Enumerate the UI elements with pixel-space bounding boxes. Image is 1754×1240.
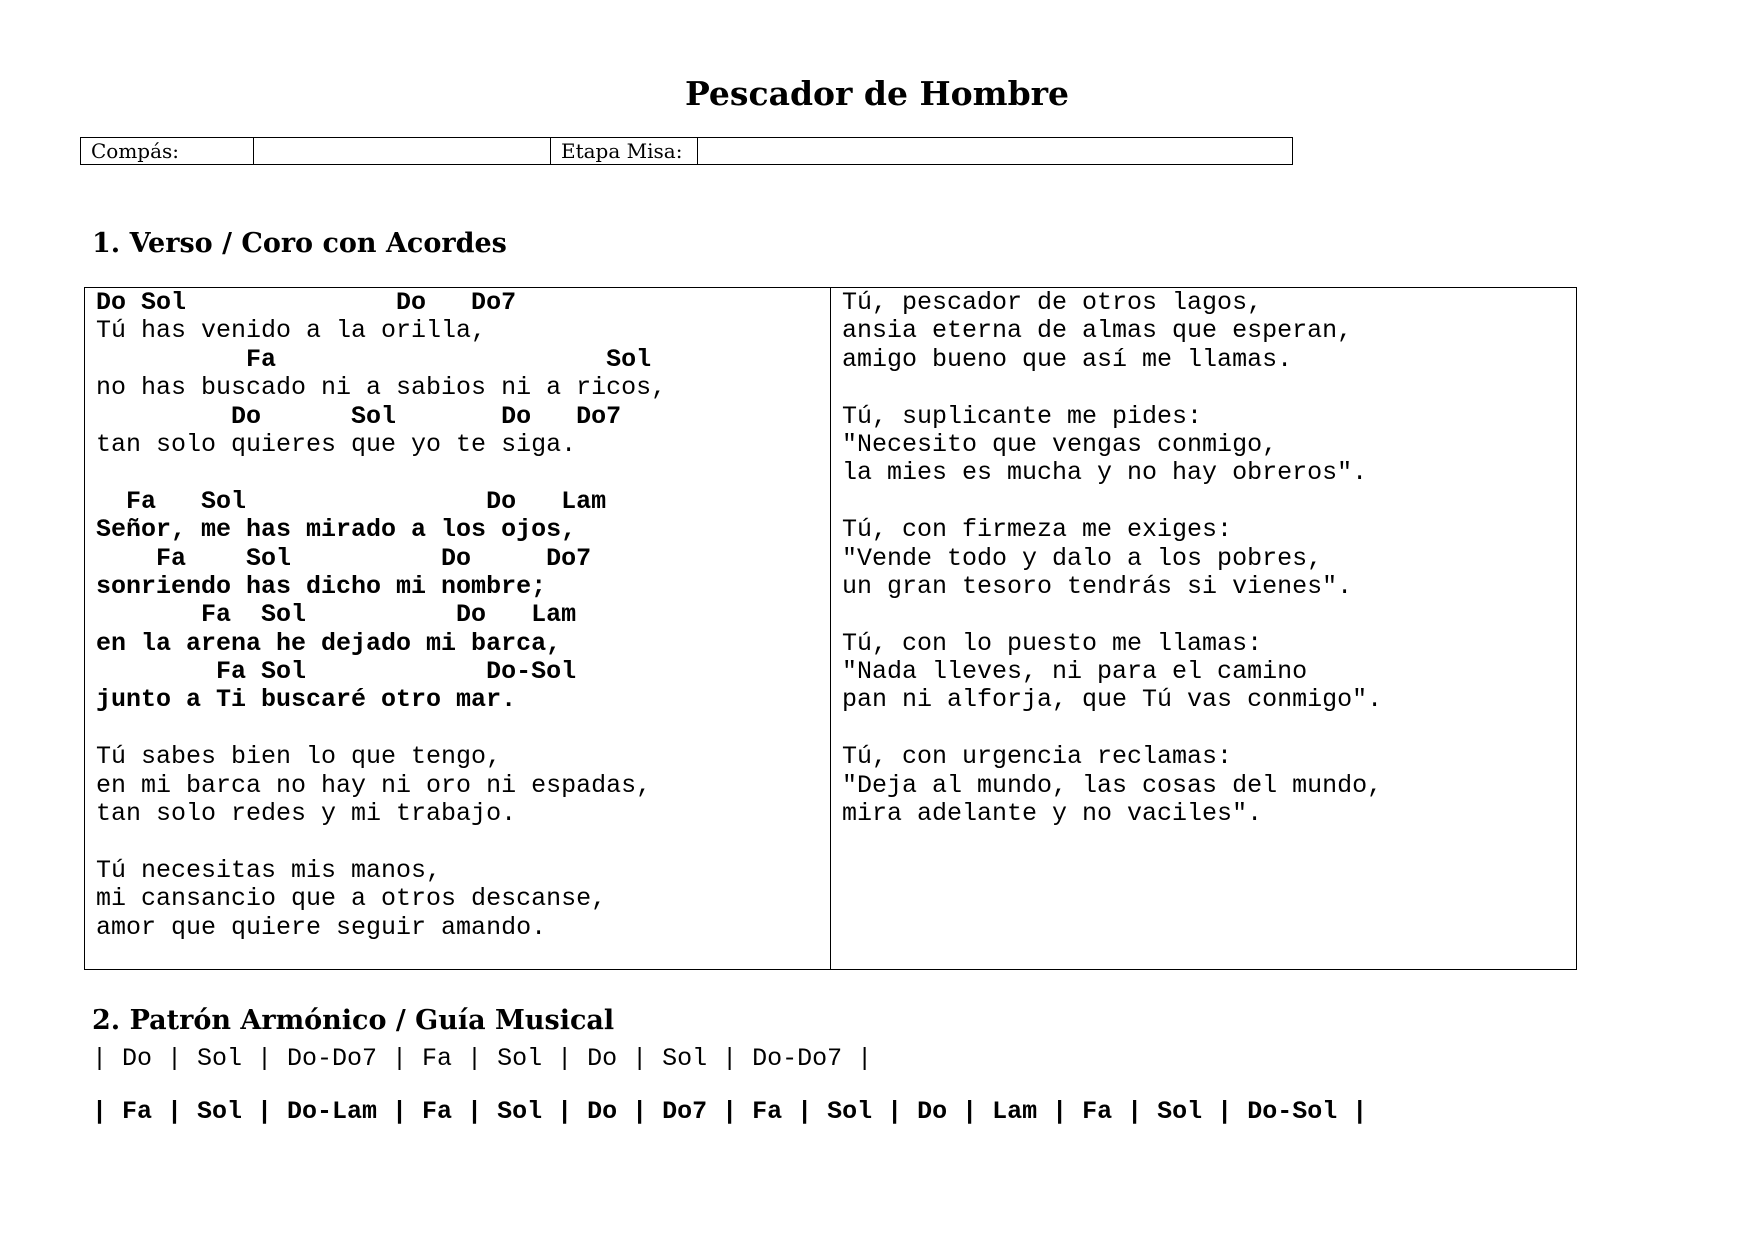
lyric-line: "Nada lleves, ni para el camino [842, 657, 1308, 687]
lyric-line: Tú sabes bien lo que tengo, [96, 742, 502, 772]
lyric-line [842, 374, 1576, 402]
etapa-misa-label: Etapa Misa: [551, 138, 698, 165]
lyric-line: Fa Sol [96, 344, 652, 374]
lyric-line: amigo bueno que así me llamas. [842, 344, 1293, 374]
lyric-line: tan solo redes y mi trabajo. [96, 799, 517, 829]
lyric-line: Do Sol Do Do7 [96, 401, 622, 431]
lyric-line: Tú necesitas mis manos, [96, 855, 442, 885]
lyric-line: en mi barca no hay ni oro ni espadas, [96, 770, 652, 800]
etapa-misa-field[interactable] [698, 138, 1293, 165]
lyric-line: Señor, me has mirado a los ojos, [96, 515, 577, 545]
lyric-line: no has buscado ni a sabios ni a ricos, [96, 373, 667, 403]
meta-table [80, 137, 1293, 165]
lyric-line: amor que quiere seguir amando. [96, 912, 547, 942]
lyric-line: Tú, con urgencia reclamas: [842, 742, 1233, 772]
lyric-line [842, 488, 1576, 516]
lyric-line [842, 601, 1576, 629]
lyric-line: un gran tesoro tendrás si vienes". [842, 571, 1353, 601]
lyric-line: "Deja al mundo, las cosas del mundo, [842, 770, 1383, 800]
lyric-line: Tú, suplicante me pides: [842, 401, 1203, 431]
section-2-heading: 2. Patrón Armónico / Guía Musical [92, 1005, 615, 1036]
compas-label: Compás: [81, 138, 254, 165]
lyric-line: "Vende todo y dalo a los pobres, [842, 543, 1323, 573]
section-1-heading: 1. Verso / Coro con Acordes [92, 228, 507, 259]
page-title: Pescador de Hombre [684, 74, 1070, 113]
lyric-line: la mies es mucha y no hay obreros". [842, 458, 1368, 488]
lyrics-box [84, 287, 1577, 970]
lyric-line [842, 715, 1576, 743]
lyric-line: "Necesito que vengas conmigo, [842, 429, 1278, 459]
lyric-line [96, 828, 830, 856]
lyric-line: ansia eterna de almas que esperan, [842, 316, 1353, 346]
lyric-line: mira adelante y no vaciles". [842, 799, 1263, 829]
lyric-line [96, 715, 830, 743]
lyric-line: Fa Sol Do-Sol [96, 657, 577, 687]
lyric-line: sonriendo has dicho mi nombre; [96, 571, 547, 601]
lyric-line: Tú, pescador de otros lagos, [842, 288, 1263, 317]
lyric-line: tan solo quieres que yo te siga. [96, 429, 577, 459]
chorus-pattern: | Fa | Sol | Do-Lam | Fa | Sol | Do | Do7 | Fa | Sol | Do | Lam | Fa | Sol | Do-Sol | [92, 1097, 1368, 1126]
lyric-line: Fa Sol Do Lam [96, 486, 607, 516]
lyric-line: Do Sol Do Do7 [96, 288, 517, 317]
lyric-line: Tú, con firmeza me exiges: [842, 515, 1233, 545]
lyric-line: en la arena he dejado mi barca, [96, 628, 562, 658]
lyric-line: Tú has venido a la orilla, [96, 316, 487, 346]
lyric-line: Tú, con lo puesto me llamas: [842, 628, 1263, 658]
lyric-line: Fa Sol Do Do7 [96, 543, 592, 573]
lyric-line: mi cansancio que a otros descanse, [96, 884, 607, 914]
lyrics-left-column [85, 288, 831, 969]
lyric-line: Fa Sol Do Lam [96, 600, 577, 630]
lyric-line: pan ni alforja, que Tú vas conmigo". [842, 685, 1383, 715]
lyric-line: junto a Ti buscaré otro mar. [96, 685, 517, 715]
lyric-line [96, 459, 830, 487]
right-lyrics [842, 289, 1576, 828]
left-lyrics [96, 289, 830, 942]
lyrics-right-column [831, 288, 1576, 969]
verse-pattern: | Do | Sol | Do-Do7 | Fa | Sol | Do | Sol | Do-Do7 | [92, 1044, 873, 1073]
compas-field[interactable] [254, 138, 551, 165]
